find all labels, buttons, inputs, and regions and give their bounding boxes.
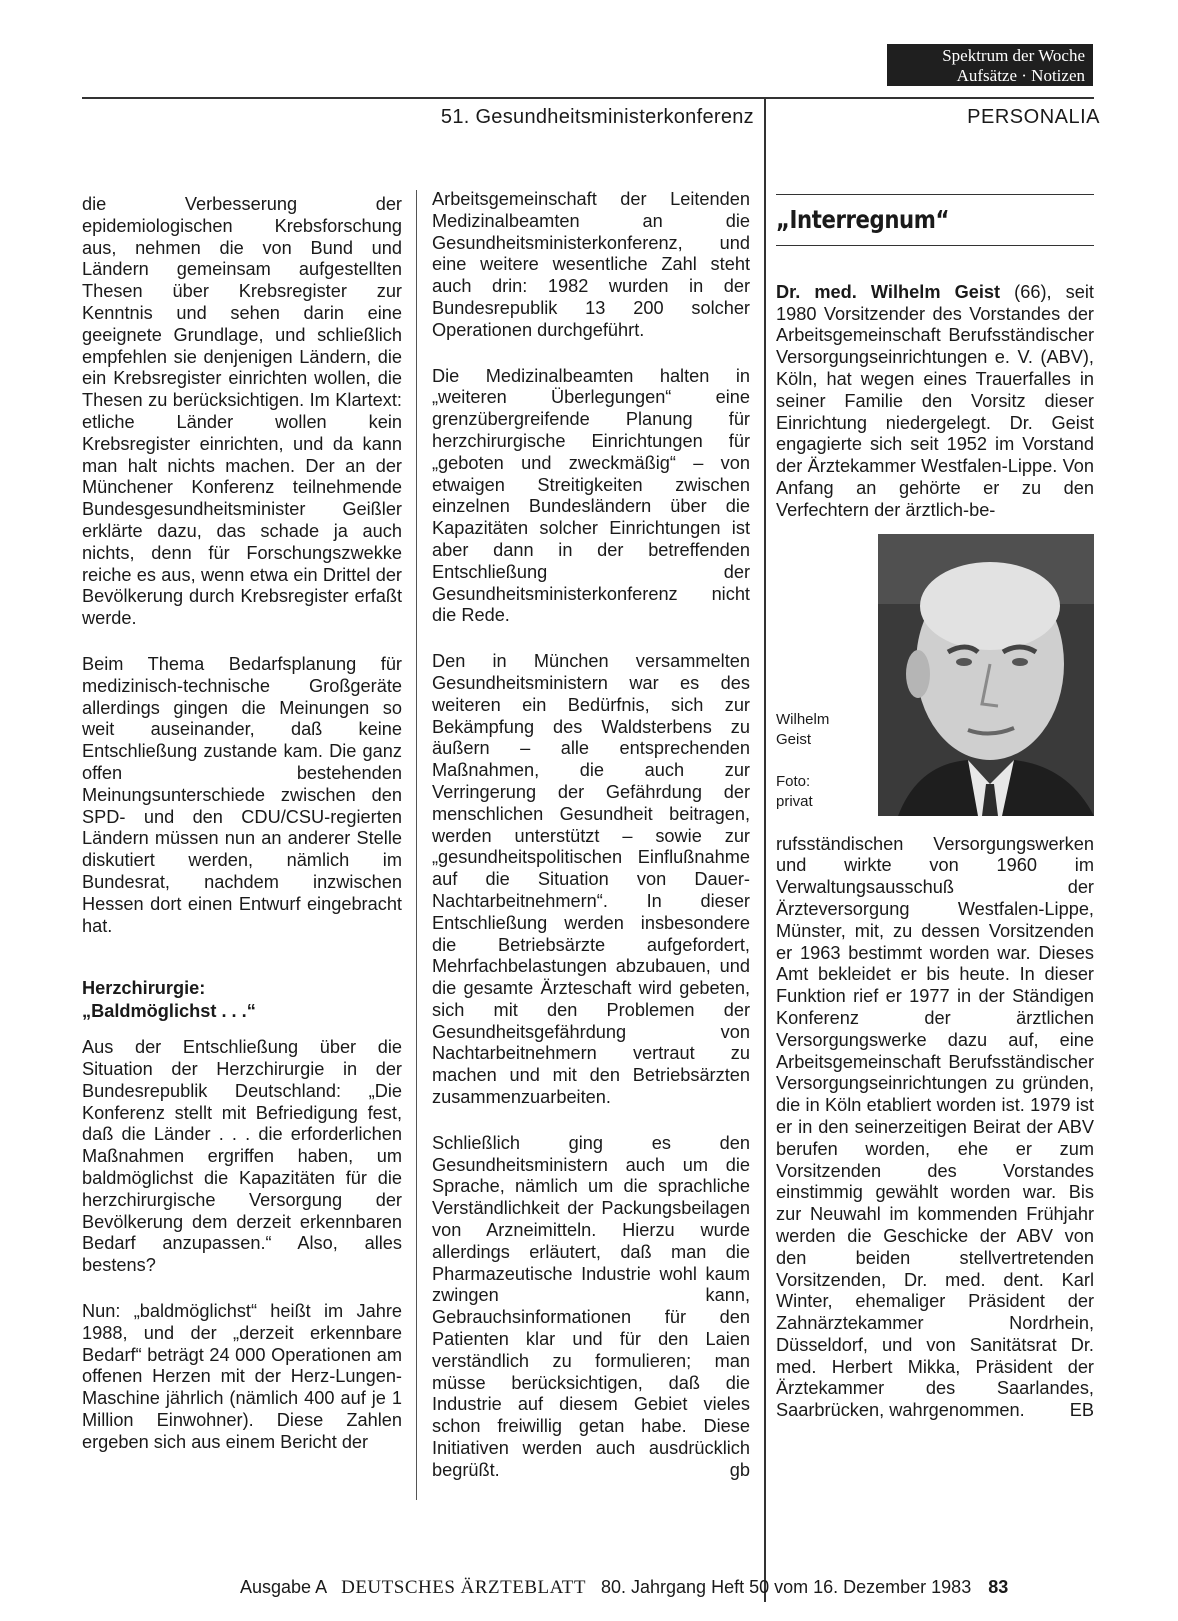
paragraph: Die Medizinalbeamten halten in „weiteren Überlegungen“ eine grenzübergreifende Planung für herzchirurgische Einrichtungen für „geboten und zweckmäßig“ – von etwaigen Streitigkeiten zwischen einzelnen Bundesländern über die Kapazitäten solcher Einrichtungen ist aber dann in der betreffenden Entschließung der Gesundheitsministerkonferenz nicht die Rede. (432, 365, 750, 626)
section-box-line1: Spektrum der Woche (942, 46, 1085, 65)
author-signature: EB (1069, 1400, 1094, 1421)
title-rule-top (776, 194, 1094, 195)
column-1 (82, 194, 402, 1478)
page-number: 83 (988, 1577, 1009, 1597)
paragraph: Den in München versammelten Gesundheitsministern war es des weiteren ein Bedürfnis, sich zur Bekämpfung des Waldsterbens zu äußern – alle entsprechenden Maßnahmen, die auch zur Verringerung der Gefährdung der menschlichen Gesundheit beitragen, werden unterstützt – sowie zur „gesundheitspolitischen Einflußnahme auf die Situation von Dauer-Nachtarbeitnehmern“. In dieser Entschließung werden insbesondere die Betriebsärzte aufgefordert, Mehrfachbelastungen abzubauen, und die gesamte Ärzteschaft wird gebeten, sich mit den Problemen der Gesundheitsgefährdung von Nachtarbeitnehmern vertraut zu machen und mit den Betriebsärzten zusammenzuarbeiten. (432, 651, 750, 1108)
portrait-illustration (878, 534, 1094, 816)
header-right: PERSONALIA (967, 106, 1100, 128)
author-signature: gb (729, 1459, 750, 1480)
paragraph (776, 834, 1094, 1423)
section-box (887, 44, 1093, 86)
subheading-line1: Herzchirurgie: (82, 978, 206, 999)
page-footer (240, 1577, 1008, 1599)
paragraph-text: rufsständischen Versorgungswerken und wirkte von 1960 im Verwaltungsausschuß der Ärzteversorgung Westfalen-Lippe, Münster, mit, zu dessen Vorsitzenden er 1963 bestimmt worden war. Dieses Amt bekleidet er bis heute. In dieser Funktion rief er 1977 in der Ständigen Konferenz der ärztlichen Versorgungswerke dazu auf, eine Arbeitsgemeinschaft Berufsständischer Versorgungseinrichtungen zu gründen, die in Köln etabliert worden ist. 1979 ist er in den seinerzeitigen Beirat der ABV berufen worden, ehe er zum Vorsitzenden des Vorstandes einstimmig gewählt worden war. Bis zur Neuwahl im kommenden Frühjahr werden die Geschicke der ABV von den beiden stellvertretenden Vorsitzenden, Dr. med. dent. Karl Winter, ehemaliger Präsident der Zahnärztekammer Nordrhein, Düsseldorf, und von Sanitätsrat Dr. med. Herbert Mikka, Präsident der Ärztekammer des Saarlandes, Saarbrücken, wahrgenommen. (776, 833, 1094, 1421)
paragraph: Beim Thema Bedarfsplanung für medizinisch-technische Großgeräte allerdings gingen die Meinungen so weit auseinander, daß keine Entschließung zustande kam. Die ganz offen bestehenden Meinungsunterschiede zwischen den SPD- und den CDU/CSU-regierten Ländern müssen nun an anderer Stelle diskutiert werden, nämlich im Bundesrat, nachdem inzwischen Hessen dort einen Entwurf eingebracht hat. (82, 653, 402, 936)
portrait-photo (878, 534, 1094, 816)
paragraph: Nun: „baldmöglichst“ heißt im Jahre 1988, und der „derzeit erkennbare Bedarf“ beträgt 24 000 Operationen am offenen Herzen mit der Herz-Lungen-Maschine jährlich (nämlich 400 auf je 1 Million Einwohner). Diese Zahlen ergeben sich aus einem Bericht der (82, 1301, 402, 1452)
subheading-line2: „Baldmöglichst . . .“ (82, 1001, 256, 1022)
footer-journal: DEUTSCHES ÄRZTEBLATT (341, 1577, 586, 1598)
paragraph: die Verbesserung der epidemiologischen Krebsforschung aus, nehmen die von Bund und Ländern gemeinsam aufgestellten Thesen über Krebsregister zur Kenntnis und sehen darin eine geeignete Grundlage, und schließlich empfehlen sie denjenigen Ländern, die ein Krebsregister einrichten wollen, die Thesen zu berücksichtigen. Im Klartext: etliche Länder wollen kein Krebsregister einrichten, und da kann man halt nichts machen. Der an der Münchener Konferenz teilnehmende Bundesgesundheitsminister Geißler erklärte dazu, das schade ja auch nichts, denn für Forschungszwekke reiche es aus, wenn etwa ein Drittel der Bevölkerung durch Krebsregister erfaßt werde. (82, 194, 402, 629)
footer-issue: 80. Jahrgang Heft 50 vom 16. Dezember 1983 (600, 1577, 972, 1597)
column-divider-thin (416, 190, 417, 1500)
paragraph-text: (66), seit 1980 Vorsitzender des Vorstandes der Arbeitsgemeinschaft Berufsständischer Versorgungseinrichtungen e. V. (ABV), Köln, hat wegen eines Trauerfalles in seiner Familie den Vorsitz dieser Einrichtung niedergelegt. Dr. Geist engagierte sich seit 1952 im Vorstand der Ärztekammer Westfalen-Lippe. Von Anfang an gehörte er zu den Verfechtern der ärztlich-be- (776, 281, 1094, 520)
paragraph: Arbeitsgemeinschaft der Leitenden Medizinalbeamten an die Gesundheitsministerkonferenz, und eine weitere wesentliche Zahl steht auch drin: 1982 wurden in der Bundesrepublik 13 200 solcher Operationen durchgeführt. (432, 189, 750, 340)
paragraph (776, 282, 1094, 522)
subheading (82, 977, 402, 1023)
column-2 (432, 189, 750, 1506)
header-left: 51. Gesundheitsministerkonferenz (440, 106, 754, 128)
title-rule-bottom (776, 245, 1094, 246)
paragraph: Aus der Entschließung über die Situation der Herzchirurgie in der Bundesrepublik Deutschland: „Die Konferenz stellt mit Befriedigung fest, daß die Länder . . . die erforderlichen Maßnahmen ergriffen haben, um baldmöglichst die Kapazitäten für die herzchirurgische Versorgung der Bevölkerung dem derzeit erkennbaren Bedarf anzupassen.“ Also, alles bestens? (82, 1037, 402, 1276)
footer-edition: Ausgabe A (240, 1577, 327, 1597)
header-rule (82, 97, 1094, 99)
photo-caption-name: Wilhelm Geist (776, 710, 830, 748)
section-box-line2: Aufsätze · Notizen (956, 66, 1085, 85)
paragraph (432, 1133, 750, 1482)
person-name: Dr. med. Wilhelm Geist (776, 281, 1001, 302)
column-3 (776, 194, 1094, 1446)
photo-caption-credit: Foto: privat (776, 772, 813, 810)
photo-block (776, 534, 1094, 820)
paragraph-text: Schließlich ging es den Gesundheitsministern auch um die Sprache, nämlich um die sprachliche Verständlichkeit der Packungsbeilagen von Arzneimitteln. Hierzu wurde allerdings erläutert, daß man die Pharmazeutische Industrie wohl kaum zwingen kann, Gebrauchsinformationen für den Patienten klar und für den Laien verständlich zu formulieren; man müsse berücksichtigen, daß die Industrie auf diesem Gebiet vieles schon freiwillig getan habe. Diese Initiativen werden auch ausdrücklich begrüßt. (432, 1132, 750, 1480)
column-divider (764, 97, 766, 1602)
article-title: „Interregnum“ (776, 205, 950, 234)
